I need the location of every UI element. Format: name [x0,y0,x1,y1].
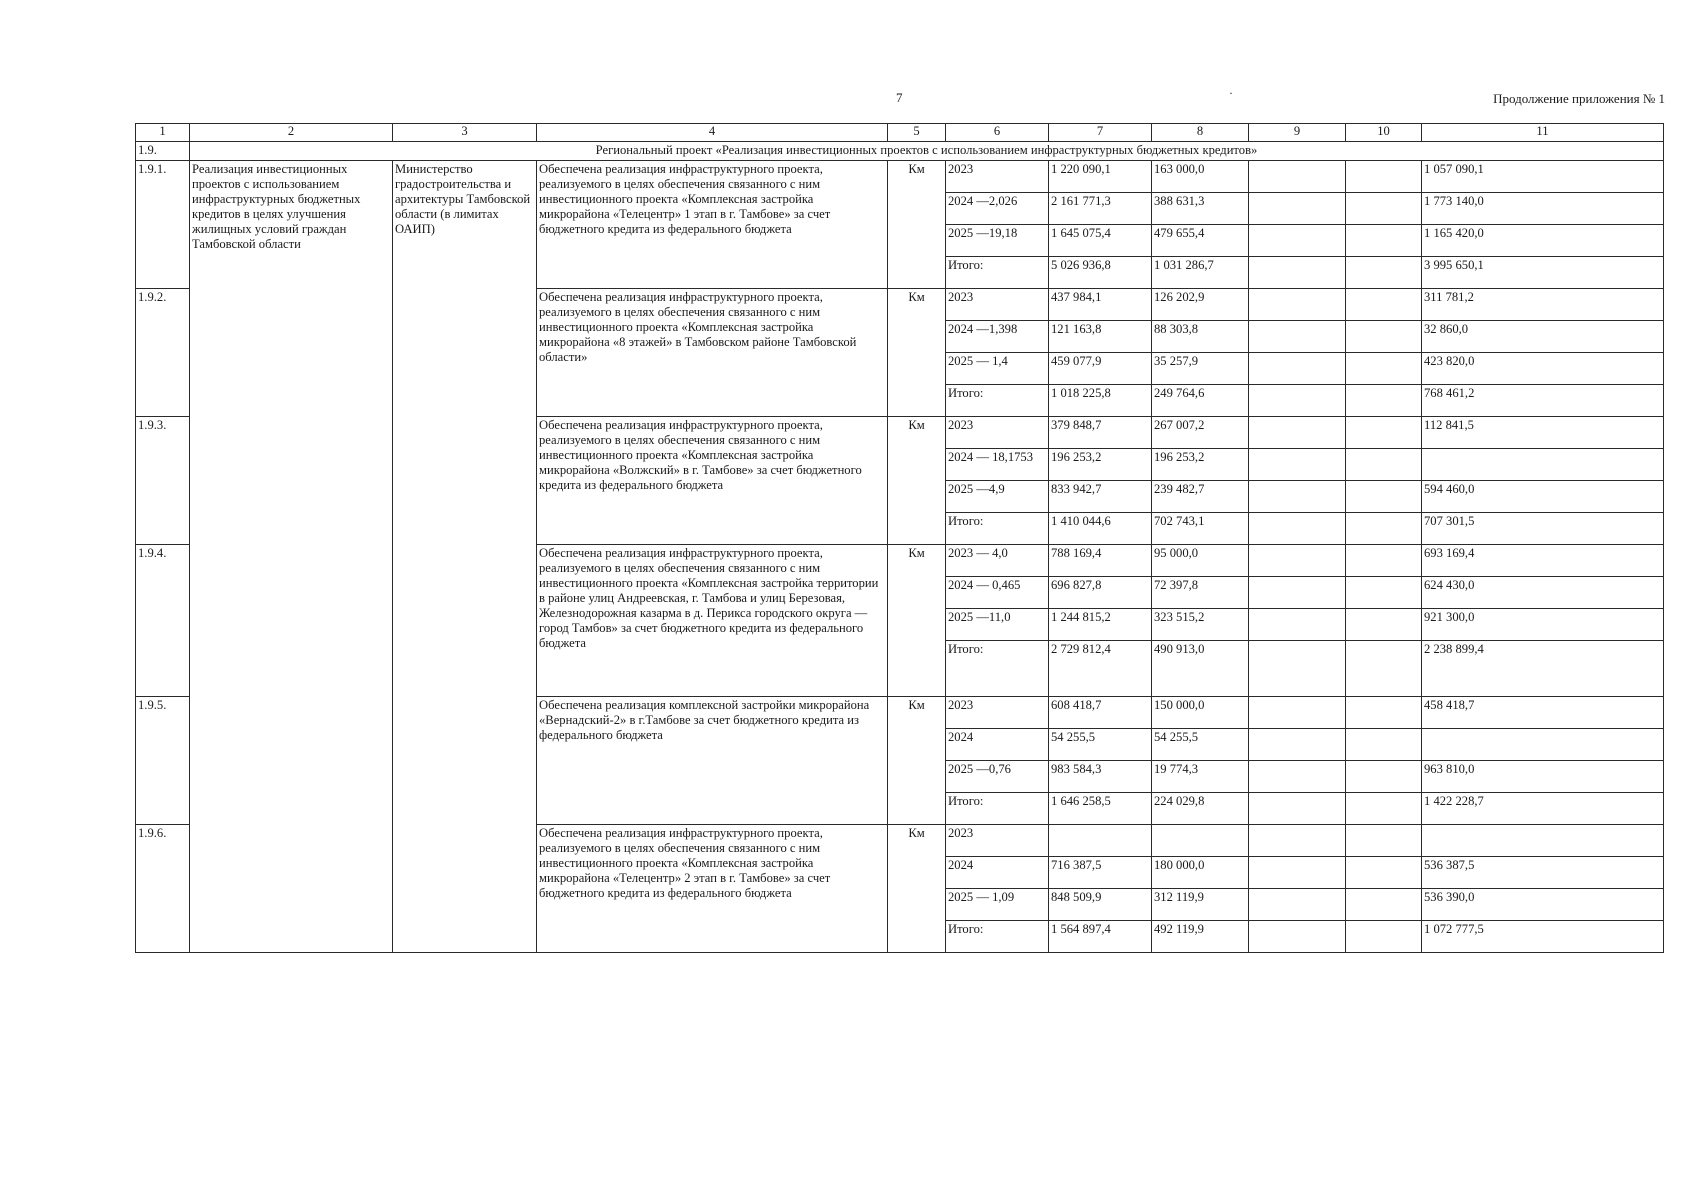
value-col-8: 95 000,0 [1152,545,1249,577]
value-col-9 [1249,225,1346,257]
value-col-7: 696 827,8 [1049,577,1152,609]
value-col-9 [1249,289,1346,321]
value-col-7: 788 169,4 [1049,545,1152,577]
result-description: Обеспечена реализация инфраструктурного проекта, реализуемого в целях обеспечения связанного с ним инвестиционного проекта «Комплексная застройка микрорайона «Телецентр» 2 этап в г. Тамбове» за счет бюджетного кредита из федерального бюджета [537,825,888,953]
value-col-11: 707 301,5 [1422,513,1664,545]
value-col-7: 459 077,9 [1049,353,1152,385]
value-col-7: 1 410 044,6 [1049,513,1152,545]
period-cell: 2023 [946,697,1049,729]
period-cell: 2024 — 18,1753 [946,449,1049,481]
value-col-10 [1346,577,1422,609]
value-col-10 [1346,193,1422,225]
period-cell: Итого: [946,641,1049,697]
value-col-10 [1346,545,1422,577]
value-col-11: 624 430,0 [1422,577,1664,609]
period-cell: 2025 —19,18 [946,225,1049,257]
value-col-11: 536 387,5 [1422,857,1664,889]
value-col-9 [1249,697,1346,729]
value-col-10 [1346,257,1422,289]
value-col-10 [1346,321,1422,353]
result-description: Обеспечена реализация инфраструктурного проекта, реализуемого в целях обеспечения связанного с ним инвестиционного проекта «Комплексная застройка микрорайона «8 этажей» в Тамбовском районе Тамбовской области» [537,289,888,417]
value-col-9 [1249,641,1346,697]
column-number: 9 [1249,124,1346,142]
period-cell: 2023 [946,289,1049,321]
value-col-8: 1 031 286,7 [1152,257,1249,289]
period-cell: Итого: [946,385,1049,417]
period-cell: 2025 —0,76 [946,761,1049,793]
value-col-10 [1346,513,1422,545]
value-col-8: 267 007,2 [1152,417,1249,449]
value-col-10 [1346,793,1422,825]
value-col-7: 833 942,7 [1049,481,1152,513]
value-col-11: 1 422 228,7 [1422,793,1664,825]
value-col-7: 5 026 936,8 [1049,257,1152,289]
value-col-11: 458 418,7 [1422,697,1664,729]
value-col-9 [1249,889,1346,921]
unit: Км [888,289,946,417]
result-description: Обеспечена реализация комплексной застройки микрорайона «Вернадский-2» в г.Тамбове за счет бюджетного кредита из федерального бюджета [537,697,888,825]
value-col-8: 323 515,2 [1152,609,1249,641]
unit: Км [888,417,946,545]
value-col-7: 121 163,8 [1049,321,1152,353]
value-col-11 [1422,825,1664,857]
period-cell: 2024 — 0,465 [946,577,1049,609]
value-col-9 [1249,513,1346,545]
value-col-9 [1249,921,1346,953]
value-col-7 [1049,825,1152,857]
value-col-11: 1 072 777,5 [1422,921,1664,953]
value-col-7: 1 018 225,8 [1049,385,1152,417]
value-col-10 [1346,857,1422,889]
value-col-9 [1249,545,1346,577]
period-cell: 2025 — 1,09 [946,889,1049,921]
value-col-11: 768 461,2 [1422,385,1664,417]
value-col-10 [1346,641,1422,697]
executor: Министерство градостроительства и архитектуры Тамбовской области (в лимитах ОАИП) [393,161,537,953]
period-cell: Итого: [946,921,1049,953]
unit: Км [888,697,946,825]
value-col-9 [1249,353,1346,385]
value-col-8: 196 253,2 [1152,449,1249,481]
column-number: 8 [1152,124,1249,142]
value-col-7: 437 984,1 [1049,289,1152,321]
value-col-8: 163 000,0 [1152,161,1249,193]
table-row [136,161,1664,193]
value-col-11: 1 773 140,0 [1422,193,1664,225]
column-number: 1 [136,124,190,142]
period-cell: 2024 [946,729,1049,761]
value-col-8: 249 764,6 [1152,385,1249,417]
value-col-11: 2 238 899,4 [1422,641,1664,697]
value-col-8: 492 119,9 [1152,921,1249,953]
section-title: Региональный проект «Реализация инвестиционных проектов с использованием инфраструктурных бюджетных кредитов» [190,142,1664,161]
value-col-9 [1249,761,1346,793]
value-col-9 [1249,825,1346,857]
section-code: 1.9. [136,142,190,161]
row-code: 1.9.4. [136,545,190,697]
value-col-11: 112 841,5 [1422,417,1664,449]
value-col-7: 1 244 815,2 [1049,609,1152,641]
value-col-7: 848 509,9 [1049,889,1152,921]
value-col-7: 196 253,2 [1049,449,1152,481]
period-cell: Итого: [946,513,1049,545]
value-col-8: 180 000,0 [1152,857,1249,889]
result-description: Обеспечена реализация инфраструктурного проекта, реализуемого в целях обеспечения связанного с ним инвестиционного проекта «Комплексная застройка территории в районе улиц Андреевская, г. Тамбова и улиц Березовая, Железнодорожная казарма в д. Перикса городского округа — город Тамбов» за счет бюджетного кредита из федерального бюджета [537,545,888,697]
row-code: 1.9.6. [136,825,190,953]
period-cell: 2025 —11,0 [946,609,1049,641]
appendix-continuation-header: Продолжение приложения № 1 [1493,91,1665,106]
column-number: 3 [393,124,537,142]
value-col-10 [1346,481,1422,513]
value-col-8: 54 255,5 [1152,729,1249,761]
value-col-7: 2 161 771,3 [1049,193,1152,225]
value-col-10 [1346,289,1422,321]
value-col-11: 32 860,0 [1422,321,1664,353]
value-col-10 [1346,825,1422,857]
value-col-8: 312 119,9 [1152,889,1249,921]
value-col-7: 1 564 897,4 [1049,921,1152,953]
column-number: 7 [1049,124,1152,142]
column-number: 5 [888,124,946,142]
period-cell: 2025 — 1,4 [946,353,1049,385]
section-row [136,142,1664,161]
row-code: 1.9.5. [136,697,190,825]
value-col-7: 983 584,3 [1049,761,1152,793]
budget-table [135,123,1664,953]
column-number: 6 [946,124,1049,142]
period-cell: 2025 —4,9 [946,481,1049,513]
value-col-11 [1422,449,1664,481]
value-col-9 [1249,729,1346,761]
period-cell: 2023 [946,825,1049,857]
value-col-9 [1249,609,1346,641]
unit: Км [888,545,946,697]
value-col-8: 388 631,3 [1152,193,1249,225]
period-cell: 2024 [946,857,1049,889]
value-col-11: 1 057 090,1 [1422,161,1664,193]
value-col-10 [1346,609,1422,641]
result-description: Обеспечена реализация инфраструктурного проекта, реализуемого в целях обеспечения связанного с ним инвестиционного проекта «Комплексная застройка микрорайона «Волжский» в г. Тамбове» за счет бюджетного кредита из федерального бюджета [537,417,888,545]
value-col-11: 423 820,0 [1422,353,1664,385]
value-col-8: 479 655,4 [1152,225,1249,257]
value-col-8: 239 482,7 [1152,481,1249,513]
value-col-9 [1249,385,1346,417]
table-body [136,124,1664,953]
value-col-8: 35 257,9 [1152,353,1249,385]
value-col-11: 311 781,2 [1422,289,1664,321]
value-col-7: 1 220 090,1 [1049,161,1152,193]
value-col-11: 963 810,0 [1422,761,1664,793]
row-code: 1.9.2. [136,289,190,417]
value-col-8: 150 000,0 [1152,697,1249,729]
value-col-10 [1346,729,1422,761]
period-cell: 2023 — 4,0 [946,545,1049,577]
value-col-9 [1249,193,1346,225]
value-col-7: 54 255,5 [1049,729,1152,761]
row-code: 1.9.1. [136,161,190,289]
value-col-11: 1 165 420,0 [1422,225,1664,257]
period-cell: Итого: [946,257,1049,289]
result-description: Обеспечена реализация инфраструктурного проекта, реализуемого в целях обеспечения связанного с ним инвестиционного проекта «Комплексная застройка микрорайона «Телецентр» 1 этап в г. Тамбове» за счет бюджетного кредита из федерального бюджета [537,161,888,289]
column-number: 11 [1422,124,1664,142]
column-numbers-row [136,124,1664,142]
period-cell: 2023 [946,417,1049,449]
column-number: 2 [190,124,393,142]
value-col-10 [1346,697,1422,729]
value-col-9 [1249,449,1346,481]
value-col-8: 19 774,3 [1152,761,1249,793]
value-col-11: 693 169,4 [1422,545,1664,577]
value-col-10 [1346,161,1422,193]
value-col-11: 594 460,0 [1422,481,1664,513]
row-code: 1.9.3. [136,417,190,545]
value-col-9 [1249,481,1346,513]
column-number: 10 [1346,124,1422,142]
value-col-8: 88 303,8 [1152,321,1249,353]
value-col-9 [1249,161,1346,193]
page-number: 7 [896,90,903,105]
value-col-9 [1249,257,1346,289]
value-col-7: 2 729 812,4 [1049,641,1152,697]
period-cell: 2023 [946,161,1049,193]
value-col-7: 716 387,5 [1049,857,1152,889]
value-col-7: 379 848,7 [1049,417,1152,449]
value-col-8: 72 397,8 [1152,577,1249,609]
period-cell: 2024 —2,026 [946,193,1049,225]
value-col-8: 490 913,0 [1152,641,1249,697]
value-col-11: 536 390,0 [1422,889,1664,921]
value-col-11: 3 995 650,1 [1422,257,1664,289]
unit: Км [888,161,946,289]
value-col-10 [1346,449,1422,481]
column-number: 4 [537,124,888,142]
period-cell: Итого: [946,793,1049,825]
scan-dot: · [1229,86,1233,100]
value-col-9 [1249,793,1346,825]
value-col-9 [1249,417,1346,449]
value-col-10 [1346,353,1422,385]
value-col-11 [1422,729,1664,761]
value-col-8 [1152,825,1249,857]
value-col-10 [1346,761,1422,793]
value-col-8: 126 202,9 [1152,289,1249,321]
measure-name: Реализация инвестиционных проектов с использованием инфраструктурных бюджетных кредитов в целях улучшения жилищных условий граждан Тамбовской области [190,161,393,953]
value-col-10 [1346,921,1422,953]
value-col-10 [1346,225,1422,257]
value-col-8: 224 029,8 [1152,793,1249,825]
value-col-10 [1346,417,1422,449]
value-col-7: 1 646 258,5 [1049,793,1152,825]
value-col-10 [1346,889,1422,921]
value-col-9 [1249,321,1346,353]
value-col-8: 702 743,1 [1152,513,1249,545]
value-col-7: 1 645 075,4 [1049,225,1152,257]
period-cell: 2024 —1,398 [946,321,1049,353]
value-col-10 [1346,385,1422,417]
unit: Км [888,825,946,953]
value-col-7: 608 418,7 [1049,697,1152,729]
value-col-9 [1249,857,1346,889]
value-col-11: 921 300,0 [1422,609,1664,641]
value-col-9 [1249,577,1346,609]
